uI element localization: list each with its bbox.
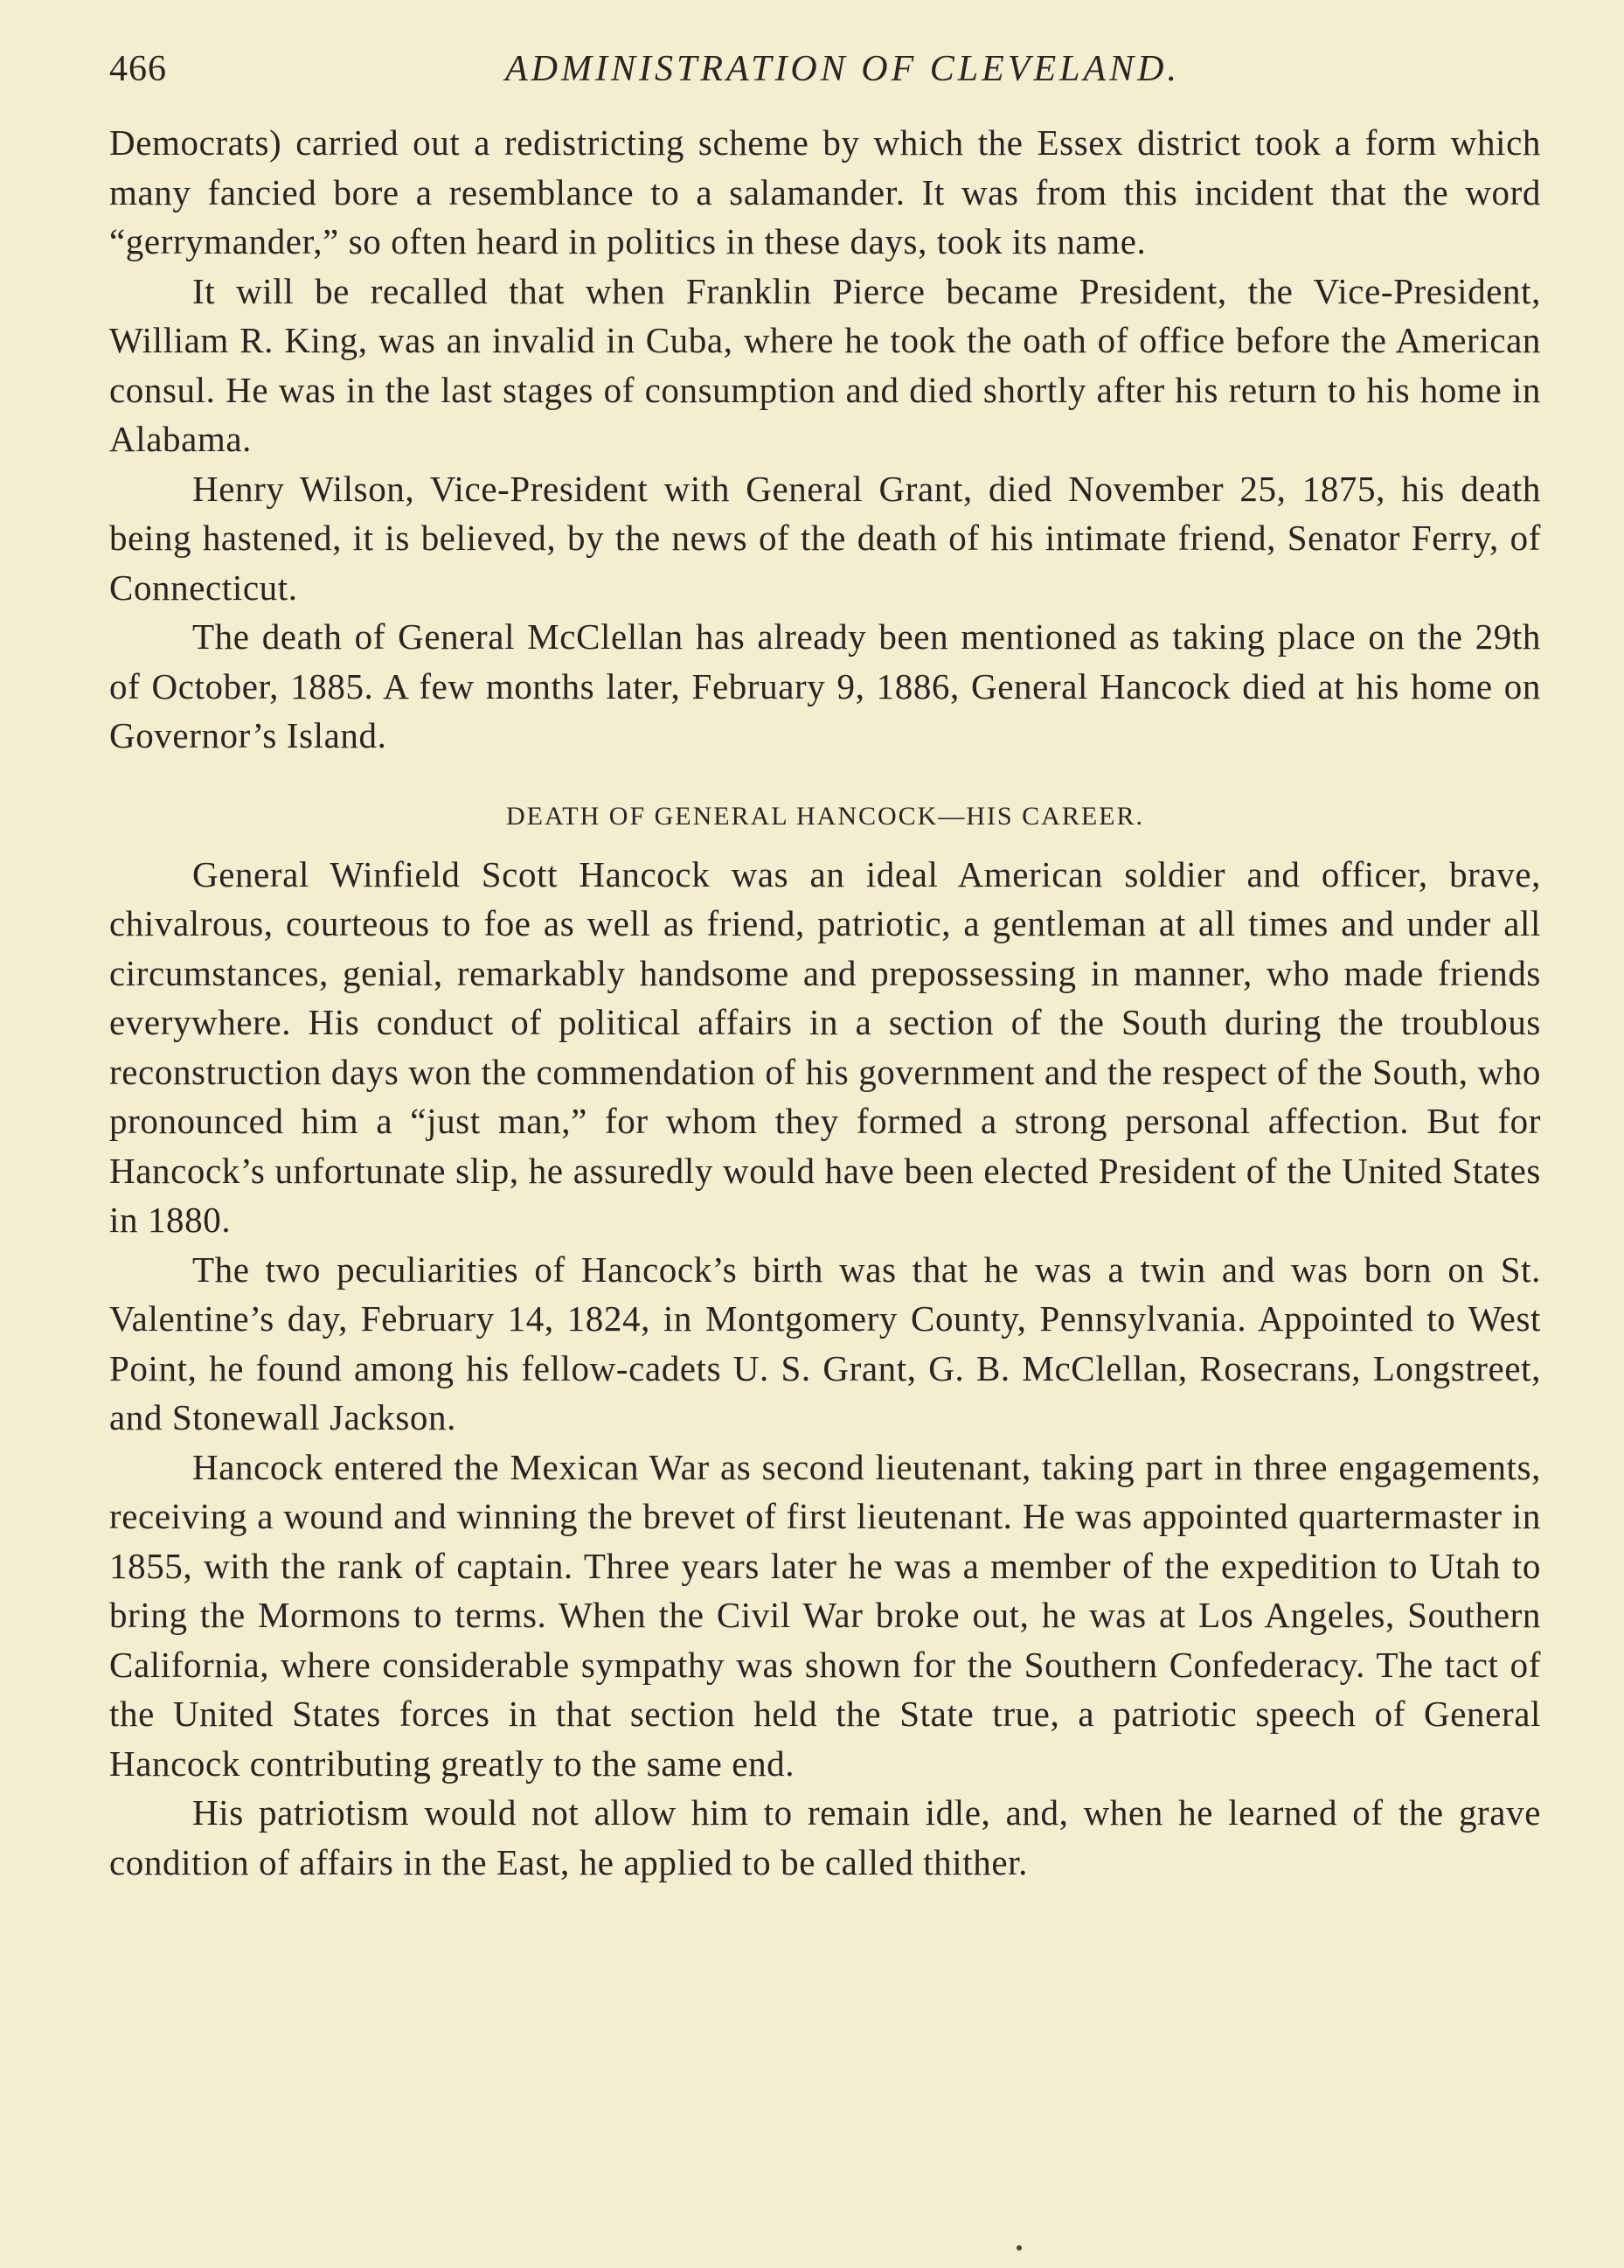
body-text <box>109 118 1541 1887</box>
paragraph-hancock-birth: The two peculiarities of Hancock’s birth was that he was a twin and was born on St. Valentine’s day, February 14, 1824, in Montgomery County, Pennsylvania. Appointed to West Point, he found among his fellow-cadets U. S. Grant, G. B. McClellan, Rosecrans, Longstreet, and Stonewall Jackson. <box>109 1249 1541 1437</box>
section-heading: DEATH OF GENERAL HANCOCK—HIS CAREER. <box>505 801 1145 831</box>
page-header <box>109 48 1541 118</box>
paragraph-hancock-character: General Winfield Scott Hancock was an ideal American soldier and officer, brave, chivalrous, courteous to foe as well as friend, patriotic, a gentleman at all times and under all circumstances, genial, remarkably handsome and prepossessing in manner, who made friends everywhere. His conduct of political affairs in a section of the South during the troublous reconstruction days won the commendation of his government and the respect of the South, who pronounced him a “just man,” for whom they formed a strong personal affection. But for Hancock’s unfortunate slip, he assuredly would have been elected President of the United States in 1880. <box>109 853 1541 1240</box>
paragraph-continuation: Democrats) carried out a redistricting scheme by which the Essex district took a form which many fancied bore a resemblance to a salamander. It was from this incident that the word “gerrymander,” so often heard in politics in these days, took its name. <box>109 122 1541 261</box>
paragraph-hancock-patriotism: His patriotism would not allow him to remain idle, and, when he learned of the grave condition of affairs in the East, he applied to be called thither. <box>109 1792 1541 1882</box>
page-number: 466 <box>109 49 167 89</box>
paragraph-henry-wilson: Henry Wilson, Vice-President with General Grant, died November 25, 1875, his death being hastened, it is believed, by the news of the death of his intimate friend, Senator Ferry, of Connecticut. <box>109 468 1541 608</box>
paragraph-pierce-king: It will be recalled that when Franklin Pierce became President, the Vice-President, William R. King, was an invalid in Cuba, where he took the oath of office before the American consul. He was in the last stages of consumption and died shortly after his return to his home in Alabama. <box>109 270 1541 459</box>
paragraph-hancock-military-career: Hancock entered the Mexican War as second lieutenant, taking part in three engagements, receiving a wound and winning the brevet of first lieutenant. He was appointed quartermaster in 1855, with the rank of captain. Three years later he was a member of the expedition to Utah to bring the Mormons to terms. When the Civil War broke out, he was at Los Angeles, Southern California, where considerable sympathy was shown for the Southern Confederacy. The tact of the United States forces in that section held the State true, a patriotic speech of General Hancock contributing greatly to the same end. <box>109 1446 1541 1784</box>
footer-ink-dot <box>1017 2245 1022 2251</box>
running-title: ADMINISTRATION OF CLEVELAND. <box>505 49 1180 89</box>
paragraph-mcclellan-hancock-death: The death of General McClellan has already been mentioned as taking place on the 29th of October, 1885. A few months later, February 9, 1886, General Hancock died at his home on Governor’s Island. <box>109 616 1541 755</box>
